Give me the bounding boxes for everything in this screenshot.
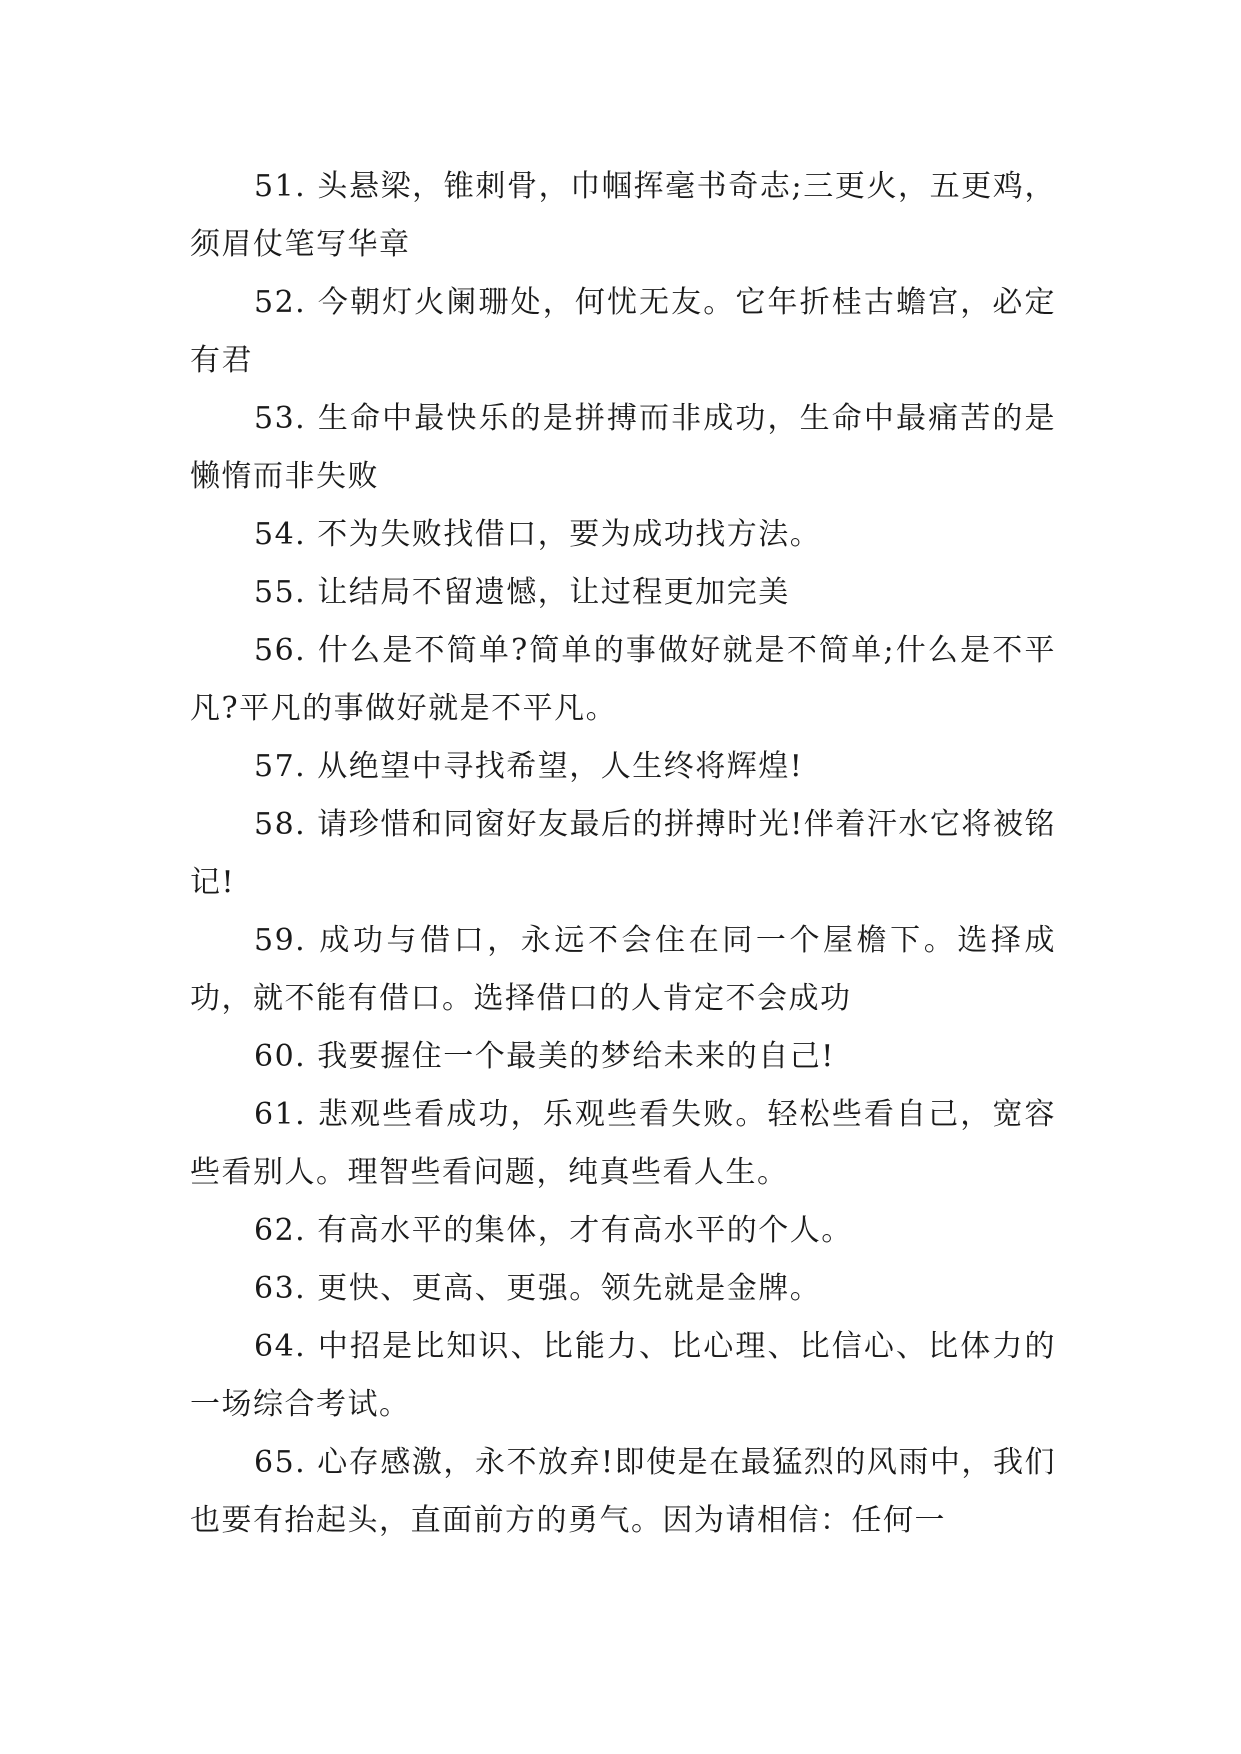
- paragraph-60: 60. 我要握住一个最美的梦给未来的自己!: [254, 1039, 835, 1074]
- document-body: [190, 158, 1056, 1550]
- paragraph-56: 56. 什么是不简单?简单的事做好就是不简单;什么是不平凡?平凡的事做好就是不平凡。: [190, 633, 1056, 726]
- paragraph-65: 65. 心存感激，永不放弃!即使是在最猛烈的风雨中，我们也要有抬起头，直面前方的勇气。因为请相信：任何一: [190, 1445, 1056, 1538]
- paragraph-63: 63. 更快、更高、更强。领先就是金牌。: [254, 1271, 822, 1306]
- paragraph-52: 52. 今朝灯火阑珊处，何忧无友。它年折桂古蟾宫，必定有君: [190, 285, 1056, 378]
- paragraph-59: 59. 成功与借口，永远不会住在同一个屋檐下。选择成功，就不能有借口。选择借口的人肯定不会成功: [190, 923, 1056, 1016]
- paragraph-61: 61. 悲观些看成功，乐观些看失败。轻松些看自己，宽容些看别人。理智些看问题，纯真些看人生。: [190, 1097, 1056, 1190]
- paragraph-55: 55. 让结局不留遗憾，让过程更加完美: [254, 575, 790, 610]
- paragraph-51: 51. 头悬梁，锥刺骨，巾帼挥毫书奇志;三更火，五更鸡，须眉仗笔写华章: [190, 169, 1056, 262]
- paragraph-58: 58. 请珍惜和同窗好友最后的拼搏时光!伴着汗水它将被铭记!: [190, 807, 1056, 900]
- paragraph-53: 53. 生命中最快乐的是拼搏而非成功，生命中最痛苦的是懒惰而非失败: [190, 401, 1056, 494]
- paragraph-62: 62. 有高水平的集体，才有高水平的个人。: [254, 1213, 853, 1248]
- paragraph-57: 57. 从绝望中寻找希望，人生终将辉煌!: [254, 749, 804, 784]
- paragraph-64: 64. 中招是比知识、比能力、比心理、比信心、比体力的一场综合考试。: [190, 1329, 1056, 1422]
- paragraph-54: 54. 不为失败找借口，要为成功找方法。: [254, 517, 822, 552]
